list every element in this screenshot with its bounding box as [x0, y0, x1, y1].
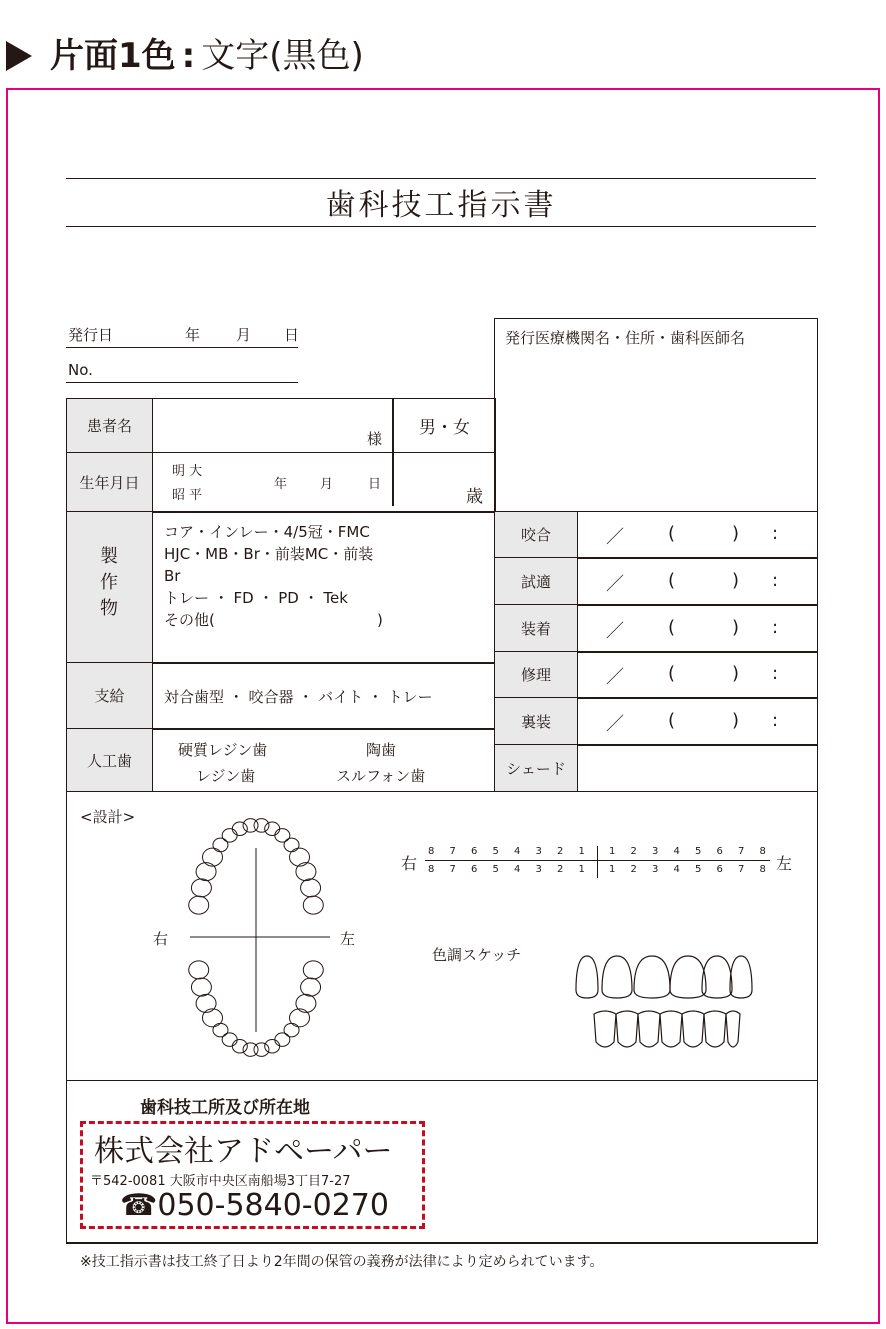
- production-line: トレー ・ FD ・ PD ・ Tek: [164, 589, 348, 607]
- tooth: [301, 978, 321, 996]
- tooth: [213, 1023, 228, 1037]
- schedule-colon: :: [772, 523, 779, 544]
- tooth: [232, 822, 247, 836]
- tooth-number: 7: [738, 846, 745, 857]
- birth-month: 月: [320, 477, 334, 492]
- schedule-slash: ／: [606, 667, 624, 688]
- title-rule-top: [66, 178, 816, 179]
- tooth-number: 7: [449, 846, 456, 857]
- schedule-open: (: [668, 616, 676, 638]
- schedule-row-line: [578, 651, 818, 653]
- triangle-icon: [6, 41, 32, 71]
- upper-tooth: [576, 956, 598, 998]
- tooth: [196, 994, 216, 1012]
- schedule-slash: ／: [606, 527, 624, 548]
- tooth: [284, 838, 299, 852]
- birth-year: 年: [274, 477, 288, 492]
- header-colon: :: [181, 36, 196, 76]
- tooth-number: 4: [673, 864, 680, 875]
- phone-icon: ☎: [120, 1188, 158, 1223]
- birth-era-1: 明 大: [172, 464, 203, 479]
- tooth-number: 6: [471, 864, 478, 875]
- tooth: [254, 819, 269, 833]
- tooth-chart-right-label: 右: [401, 854, 418, 873]
- tooth-number: 4: [673, 846, 680, 857]
- tooth-number: 4: [514, 846, 521, 857]
- lab-label: 歯科技工所及び所在地: [140, 1098, 310, 1118]
- tooth-number: 8: [759, 846, 766, 857]
- lower-tooth: [682, 1011, 704, 1047]
- artificial-item: 硬質レジン歯: [178, 741, 268, 759]
- schedule-open: (: [668, 523, 676, 544]
- schedule-label: 裏装: [495, 698, 578, 745]
- artificial-item: レジン歯: [196, 767, 256, 785]
- tooth-number: 3: [652, 846, 659, 857]
- front-teeth-sketch: [572, 952, 762, 1057]
- tooth-number: 7: [449, 864, 456, 875]
- lower-tooth: [594, 1011, 616, 1047]
- company-phone-row: [120, 1188, 389, 1223]
- upper-tooth: [602, 956, 632, 998]
- form-title: 歯科技工指示書: [325, 188, 557, 223]
- lower-tooth: [638, 1011, 660, 1047]
- shade-label: シェード: [495, 745, 578, 791]
- no-label: No.: [68, 361, 93, 379]
- upper-tooth: [730, 956, 752, 998]
- patient-sama: 様: [367, 430, 383, 448]
- tooth: [303, 961, 323, 979]
- tooth: [196, 863, 216, 881]
- schedule-label: 咬合: [495, 512, 578, 558]
- supply-label: 支給: [67, 663, 153, 728]
- tooth: [189, 896, 209, 914]
- upper-tooth: [634, 956, 670, 998]
- tooth: [284, 1023, 299, 1037]
- tooth-number: 5: [695, 846, 702, 857]
- schedule-open: (: [668, 709, 676, 731]
- tooth-number: 4: [514, 864, 521, 875]
- tooth: [191, 879, 211, 897]
- production-label: 製作物: [100, 546, 118, 619]
- schedule-slash: ／: [606, 620, 624, 642]
- schedule-label: 装着: [495, 605, 578, 652]
- tooth-number: 5: [695, 864, 702, 875]
- tooth-number: 3: [535, 864, 542, 875]
- footnote: ※技工指示書は技工終了日より2年間の保管の義務が法律により定められています。: [80, 1254, 604, 1270]
- company-address: 〒542-0081 大阪市中央区南船場3丁目7-27: [90, 1174, 351, 1189]
- schedule-row-line: [578, 604, 818, 606]
- design-label: <設計>: [80, 808, 136, 826]
- tooth-chart-v-line: [597, 846, 598, 878]
- tooth-number: 5: [492, 864, 499, 875]
- tooth-number: 2: [557, 864, 564, 875]
- tooth: [296, 863, 316, 881]
- schedule-close: ): [732, 709, 740, 731]
- tooth: [275, 829, 290, 843]
- company-name: 株式会社アドペーパー: [94, 1134, 393, 1169]
- print-spec-header: [6, 28, 364, 77]
- schedule-colon: :: [772, 616, 779, 638]
- tooth-number: 3: [652, 864, 659, 875]
- issue-year: 年: [185, 326, 201, 344]
- tooth-number: 1: [609, 846, 616, 857]
- artificial-teeth-label: 人工歯: [67, 729, 153, 791]
- production-line: その他( ): [164, 611, 383, 629]
- clinic-label: 発行医療機関名・住所・歯科医師名: [505, 329, 746, 347]
- tooth-number: 6: [716, 846, 723, 857]
- patient-name-label: 患者名: [67, 399, 153, 452]
- tooth: [303, 896, 323, 914]
- tooth: [301, 879, 321, 897]
- tooth-number: 5: [492, 846, 499, 857]
- schedule-open: (: [668, 663, 676, 684]
- tooth-number: 1: [578, 846, 585, 857]
- tooth: [191, 978, 211, 996]
- tooth-number: 6: [471, 846, 478, 857]
- schedule-colon: :: [772, 569, 779, 591]
- production-label-cell: [67, 512, 153, 662]
- lower-tooth: [616, 1011, 638, 1047]
- tooth-chart-left-label: 左: [776, 854, 793, 873]
- design-right-label: 右: [153, 930, 169, 948]
- artificial-item: 陶歯: [366, 741, 397, 759]
- tooth: [232, 1039, 247, 1053]
- tooth-number: 8: [759, 864, 766, 875]
- birth-day: 日: [368, 477, 382, 492]
- tooth: [290, 1009, 310, 1027]
- tooth-number: 6: [716, 864, 723, 875]
- schedule-row-line: [578, 697, 818, 699]
- schedule-close: ): [732, 616, 740, 638]
- schedule-label: 修理: [495, 652, 578, 698]
- tooth-number: 2: [630, 846, 637, 857]
- tooth: [222, 829, 237, 843]
- upper-tooth: [670, 956, 706, 998]
- tooth: [254, 1043, 269, 1057]
- production-list: [164, 521, 494, 631]
- production-line: コア・インレー・4/5冠・FMC: [164, 523, 370, 541]
- schedule-slash: ／: [606, 713, 624, 735]
- birth-era-2: 昭 平: [172, 488, 203, 503]
- tooth-number: 2: [630, 864, 637, 875]
- tooth: [189, 961, 209, 979]
- lower-tooth: [660, 1011, 682, 1047]
- issue-day: 日: [284, 326, 300, 344]
- tooth: [296, 994, 316, 1012]
- supply-text: 対合歯型 ・ 咬合器 ・ バイト ・ トレー: [164, 688, 433, 706]
- schedule-row-line: [578, 557, 818, 559]
- production-line: Br: [164, 567, 181, 585]
- tooth-number: 3: [535, 846, 542, 857]
- lower-tooth: [704, 1011, 726, 1047]
- dental-arch-diagram: [180, 810, 340, 1060]
- tooth: [213, 838, 228, 852]
- schedule-close: ): [732, 663, 740, 684]
- clinic-box: [494, 318, 818, 512]
- tooth: [275, 1033, 290, 1047]
- schedule-close: ): [732, 569, 740, 591]
- tooth: [265, 822, 280, 836]
- birth-label: 生年月日: [67, 453, 153, 511]
- company-phone: 050-5840-0270: [157, 1188, 389, 1223]
- color-sketch-label: 色調スケッチ: [432, 946, 522, 964]
- patient-sex: 男・女: [419, 418, 470, 438]
- production-line: HJC・MB・Br・前装MC・前装: [164, 545, 374, 563]
- schedule-row-line: [578, 744, 818, 746]
- issue-month: 月: [236, 326, 252, 344]
- print-spec-detail: 文字(黒色): [201, 36, 364, 76]
- tooth-number: 1: [578, 864, 585, 875]
- tooth: [202, 1009, 222, 1027]
- tooth-number: 8: [428, 864, 435, 875]
- schedule-colon: :: [772, 663, 779, 684]
- schedule-open: (: [668, 569, 676, 591]
- title-rule-bottom: [66, 226, 816, 227]
- design-left-label: 左: [340, 930, 356, 948]
- upper-tooth: [702, 956, 732, 998]
- schedule-colon: :: [772, 709, 779, 731]
- schedule-label: 試適: [495, 558, 578, 605]
- tooth-number: 7: [738, 864, 745, 875]
- tooth-number: 2: [557, 846, 564, 857]
- schedule-slash: ／: [606, 573, 624, 595]
- birth-age: 歳: [466, 487, 483, 507]
- issue-date-label: 発行日: [68, 326, 114, 344]
- tooth: [290, 848, 310, 866]
- tooth: [265, 1039, 280, 1053]
- schedule-close: ): [732, 523, 740, 544]
- lower-tooth: [726, 1011, 740, 1047]
- artificial-item: スルフォン歯: [336, 767, 426, 785]
- tooth-number: 1: [609, 864, 616, 875]
- tooth-number: 8: [428, 846, 435, 857]
- print-spec-label: 片面1色: [50, 36, 176, 76]
- tooth: [222, 1033, 237, 1047]
- tooth: [202, 848, 222, 866]
